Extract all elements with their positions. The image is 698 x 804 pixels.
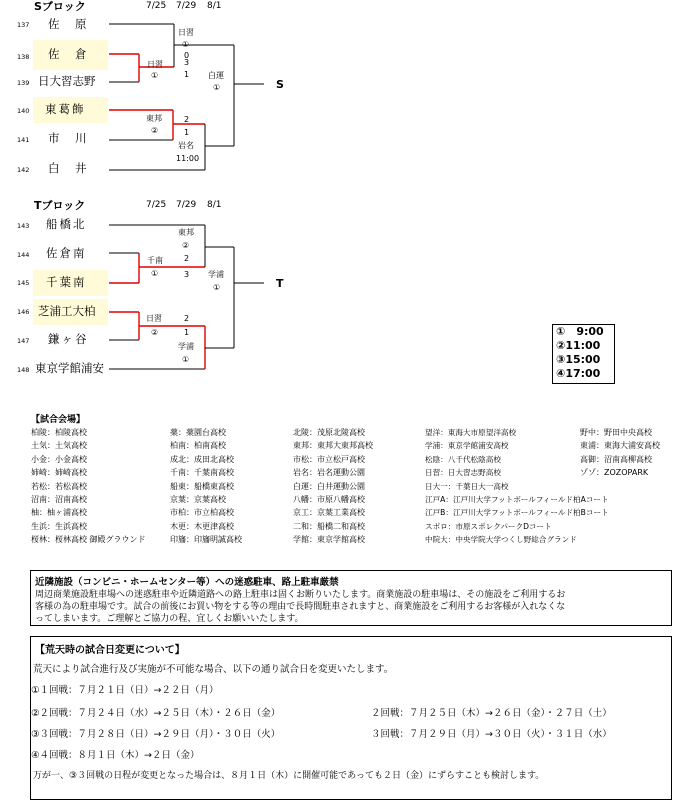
venue-entry: 江戸A：江戸川大学フットボールフィールド柏Aコート (425, 495, 609, 504)
s-score: 3 (184, 58, 190, 67)
venue-entry: 柏陵：柏陵高校 (31, 428, 87, 437)
venue-entry: 薬：薬園台高校 (170, 428, 226, 437)
s-team-name: 佐 倉 (48, 47, 89, 61)
venue-entry: 生浜：生浜高校 (31, 521, 87, 531)
t-team-name: 佐倉南 (46, 246, 87, 260)
venue-entry: 松陰：八千代松陰高校 (425, 454, 501, 464)
t-date-2: 7/29 (176, 200, 197, 210)
s-team-num: 138 (17, 53, 30, 61)
venue-entry: 小金：小金高校 (31, 454, 87, 464)
venue-entry: スポロ：市原スポレクパークDコート (425, 521, 552, 531)
t-team-name: 芝浦工大柏 (38, 304, 96, 318)
s-r2a-order: ① (182, 40, 190, 49)
t-team-num: 144 (17, 251, 30, 259)
venue-entry: 八幡：市原八幡高校 (293, 495, 365, 504)
weather-round2: ②２回戦：７月２４日（水）→２５日（木）・２６日（金） (31, 708, 281, 719)
t-score: 2 (184, 314, 190, 323)
s-team-name: 佐 原 (48, 17, 89, 31)
t-r1a-order: ① (151, 269, 159, 278)
time-slot: ④17:00 (556, 367, 601, 380)
s-team-num: 141 (17, 136, 30, 144)
t-team-name: 千葉南 (46, 275, 87, 289)
venue-entry: 船東：船橋東高校 (170, 481, 234, 491)
t-team-num: 145 (17, 279, 30, 287)
s-r1a-order: ① (151, 71, 159, 80)
venue-entry: 学浦：東京学館浦安高校 (425, 441, 509, 451)
parking-notice-line: ってしまいます。ご理解とご協力の程、宜しくお願いいたします。 (35, 614, 304, 624)
venue-entry: 東浦：東海大浦安高校 (580, 441, 660, 451)
t-date-3: 8/1 (207, 200, 222, 210)
venue-entry: 野中：野田中央高校 (580, 428, 652, 437)
t-r1b-order: ② (151, 328, 159, 337)
s-score: 1 (184, 70, 190, 79)
venue-entry: 中院大：中央学院大学つくし野総合グランド (425, 535, 577, 545)
s-score: 0 (184, 51, 190, 60)
venue-entry: 日習：日大習志野高校 (425, 468, 501, 478)
venue-entry: 岩名：岩名運動公園 (293, 468, 365, 478)
t-r2a-venue: 東邦 (178, 228, 194, 237)
venue-entry: 市松：市立松戸高校 (293, 454, 365, 464)
venue-entry: 北陵：茂原北陵高校 (293, 428, 365, 437)
s-date-3: 8/1 (207, 1, 222, 11)
s-r2a-venue: 日習 (178, 28, 194, 37)
venue-entry: 二和：船橋二和高校 (293, 521, 365, 531)
t-team-num: 146 (17, 308, 30, 316)
t-team-num: 148 (17, 366, 30, 374)
t-r2b-venue: 学浦 (178, 342, 194, 351)
venue-entry: 学館：東京学館高校 (293, 535, 365, 545)
parking-notice (30, 570, 672, 626)
s-block-title: Sブロック (34, 0, 86, 13)
s-score: 1 (184, 128, 190, 137)
weather-notice-footer: 万が一、③３回戦の日程が変更となった場合は、８月１日（木）に開催可能であっても２日（金）にずらすことも検討します。 (33, 771, 545, 781)
s-final-venue: 白運 (208, 71, 224, 80)
time-slot: ③15:00 (556, 353, 601, 366)
t-team-num: 147 (17, 337, 30, 345)
weather-notice-intro: 荒天により試合進行及び実施が不可能な場合、以下の通り試合日を変更いたします。 (33, 664, 394, 675)
venue-entry: 土気：土気高校 (31, 441, 87, 451)
venue-entry: 東邦：東邦大東邦高校 (293, 441, 373, 451)
venue-entry: 沼南：沼南高校 (31, 495, 87, 504)
venue-entry: ゾゾ：ZOZOPARK (580, 468, 649, 478)
parking-notice-line: 周辺商業施設駐車場への迷惑駐車や近隣道路への路上駐車は固くお断りいたします。商業施設の駐車場は、その施設をご利用するお (35, 590, 566, 600)
s-final-order: ① (213, 83, 221, 92)
parking-notice-body (35, 589, 667, 625)
time-slot: ① 9:00 (556, 325, 604, 338)
t-block-title: Tブロック (34, 199, 86, 212)
weather-round4: ④４回戦：８月１日（木）→２日（金） (31, 750, 200, 761)
t-final-venue: 学浦 (208, 270, 224, 279)
s-team-name: 東葛飾 (45, 102, 86, 116)
s-team-num: 140 (17, 107, 30, 115)
t-r1b-venue: 日習 (146, 314, 162, 323)
venue-entry: 木更：木更津高校 (170, 521, 234, 531)
s-block-label: S (276, 78, 284, 91)
time-slot: ②11:00 (556, 339, 601, 352)
s-r2b-time: 11:00 (176, 154, 200, 163)
weather-notice-title: 【荒天時の試合日変更について】 (35, 645, 185, 656)
t-team-num: 143 (17, 222, 30, 230)
s-team-name: 白 井 (48, 161, 89, 175)
s-r1b-venue: 東邦 (146, 114, 162, 123)
venue-entry: 市柏：市立柏高校 (170, 508, 234, 518)
parking-notice-title: 近隣施設（コンビニ・ホームセンター等）への迷惑駐車、路上駐車厳禁 (35, 577, 339, 588)
s-team-num: 139 (17, 79, 30, 87)
venue-entry: 柚：柚ヶ浦高校 (31, 508, 87, 518)
t-score: 2 (184, 254, 190, 263)
weather-round1: ①１回戦：７月２１日（日）→２２日（月） (31, 685, 219, 696)
t-r2b-order: ① (182, 355, 190, 364)
parking-notice-line: 客様の為の駐車場です。試合の前後にお買い物をする等の理由で長時間駐車されますと、商業施設をご利用するお客様が入れなくな (35, 602, 566, 612)
start-times-box (552, 324, 615, 384)
s-r1a-venue: 日習 (147, 60, 163, 69)
t-r2a-order: ② (182, 241, 190, 250)
venue-entry: 京葉：京葉高校 (170, 495, 226, 504)
weather-notice (30, 636, 672, 800)
venue-entry: 日大一：千葉日大一高校 (425, 481, 509, 491)
venue-entry: 白運：白井運動公園 (293, 481, 365, 491)
venue-entry: 若松：若松高校 (31, 481, 87, 491)
t-final-order: ① (213, 283, 221, 292)
s-date-2: 7/29 (176, 1, 197, 11)
s-team-num: 137 (17, 21, 30, 29)
venue-entry: 印旛：印旛明誠高校 (170, 535, 242, 545)
t-date-1: 7/25 (146, 200, 167, 210)
t-r1a-venue: 千南 (147, 256, 163, 265)
venue-entry: 柏南：柏南高校 (170, 441, 226, 451)
s-date-1: 7/25 (146, 1, 167, 11)
venue-entry: 京工：京葉工業高校 (293, 508, 365, 518)
t-score: 3 (184, 270, 190, 279)
weather-round3: ③３回戦：７月２８日（日）→２９日（月）・３０日（火） (31, 729, 281, 740)
venue-entry: 江戸B：江戸川大学フットボールフィールド柏Bコート (425, 508, 609, 518)
t-team-name: 東京学館浦安 (35, 361, 104, 375)
venue-entry: 桜林：桜林高校 御殿グラウンド (31, 535, 146, 545)
venue-entry: 千南：千葉南高校 (170, 468, 234, 478)
s-team-name: 日大習志野 (38, 74, 96, 88)
venue-entry: 高御：沼南高柳高校 (580, 454, 652, 464)
weather-round2b: ２回戦：７月２５日（木）→２６日（金）・２７日（土） (371, 708, 612, 719)
weather-round3b: ３回戦：７月２９日（月）→３０日（火）・３１日（水） (371, 729, 612, 740)
s-team-name: 市 川 (48, 131, 89, 145)
venue-entry: 望洋：東海大市原望洋高校 (425, 428, 517, 437)
venues-title: 【試合会場】 (31, 415, 86, 425)
t-bracket-lines (0, 0, 300, 390)
t-score: 1 (184, 328, 190, 337)
s-score: 2 (184, 115, 190, 124)
t-block-label: T (276, 277, 284, 290)
t-team-name: 鎌ヶ谷 (48, 332, 89, 346)
venue-entry: 姉崎：姉崎高校 (31, 468, 87, 478)
s-r2b-venue: 岩名 (178, 141, 194, 150)
s-r1b-order: ② (151, 126, 159, 135)
t-team-name: 船橋北 (46, 217, 87, 231)
s-team-num: 142 (17, 166, 30, 174)
venue-entry: 成北：成田北高校 (170, 454, 234, 464)
